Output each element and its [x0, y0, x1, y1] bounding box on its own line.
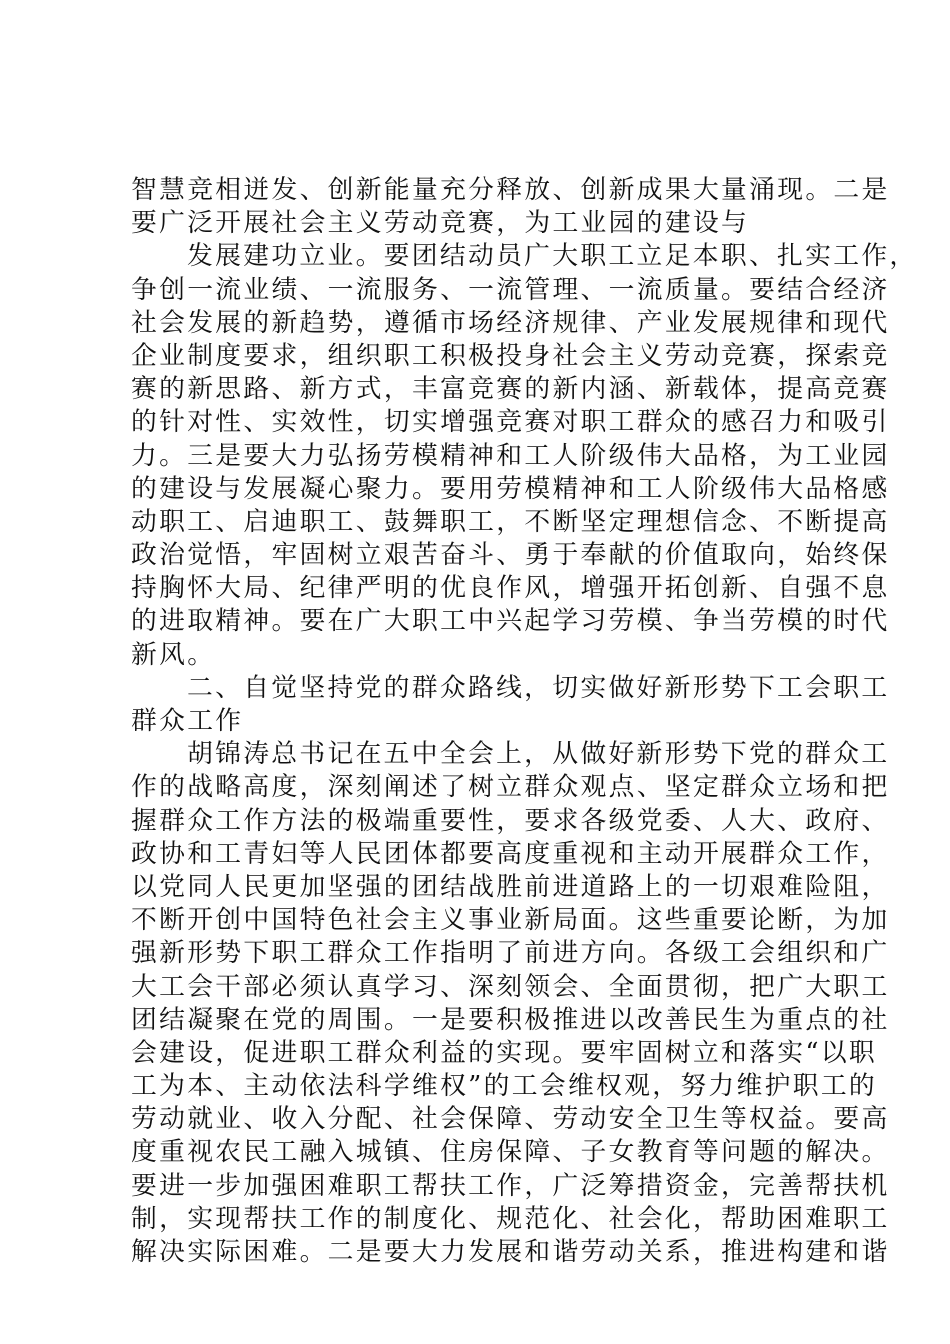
text-line: 赛的新思路、新方式，丰富竞赛的新内涵、新载体，提高竞赛: [131, 374, 890, 405]
text-line: 大工会干部必须认真学习、深刻领会、全面贯彻，把广大职工: [131, 971, 890, 1002]
text-line: 群众工作: [131, 706, 244, 736]
text-line: 持胸怀大局、纪律严明的优良作风，增强开拓创新、自强不息: [131, 573, 890, 604]
text-line: 的建设与发展凝心聚力。要用劳模精神和工人阶级伟大品格感: [131, 473, 890, 504]
body-text: [131, 174, 918, 1269]
text-line: 胡锦涛总书记在五中全会上，从做好新形势下党的群众工: [187, 739, 890, 770]
text-line: 二、自觉坚持党的群众路线，切实做好新形势下工会职工: [187, 672, 890, 703]
text-line: 会建设，促进职工群众利益的实现。要牢固树立和落实“以职: [131, 1037, 878, 1068]
text-line: 要进一步加强困难职工帮扶工作，广泛筹措资金，完善帮扶机: [131, 1170, 890, 1201]
text-line: 的针对性、实效性，切实增强竞赛对职工群众的感召力和吸引: [131, 407, 890, 438]
text-line: 握群众工作方法的极端重要性，要求各级党委、人大、政府、: [131, 805, 890, 836]
text-line: 劳动就业、收入分配、社会保障、劳动安全卫生等权益。要高: [131, 1104, 890, 1135]
text-line: 作的战略高度，深刻阐述了树立群众观点、坚定群众立场和把: [131, 772, 890, 803]
text-line: 政治觉悟，牢固树立艰苦奋斗、勇于奉献的价值取向，始终保: [131, 540, 890, 571]
text-line: 新风。: [131, 639, 216, 670]
text-line: 以党同人民更加坚强的团结战胜前进道路上的一切艰难险阻，: [131, 871, 890, 902]
text-line: 智慧竞相迸发、创新能量充分释放、创新成果大量涌现。二是: [131, 175, 890, 205]
text-line: 强新形势下职工群众工作指明了前进方向。各级工会组织和广: [131, 938, 890, 969]
text-line: 团结凝聚在党的周围。一是要积极推进以改善民生为重点的社: [131, 1004, 890, 1035]
text-line: 度重视农民工融入城镇、住房保障、子女教育等问题的解决。: [131, 1137, 890, 1168]
text-line: 的进取精神。要在广大职工中兴起学习劳模、争当劳模的时代: [131, 606, 890, 637]
text-line: 动职工、启迪职工、鼓舞职工，不断坚定理想信念、不断提高: [131, 506, 890, 537]
text-line: 发展建功立业。要团结动员广大职工立足本职、扎实工作，: [187, 241, 918, 272]
text-line: 企业制度要求，组织职工积极投身社会主义劳动竞赛，探索竞: [131, 340, 890, 371]
text-line: 争创一流业绩、一流服务、一流管理、一流质量。要结合经济: [131, 274, 890, 305]
text-line: 解决实际困难。二是要大力发展和谐劳动关系，推进构建和谐: [131, 1237, 890, 1267]
text-line: 力。三是要大力弘扬劳模精神和工人阶级伟大品格，为工业园: [131, 440, 890, 471]
text-line: 工为本、主动依法科学维权”的工会维权观，努力维护职工的: [131, 1071, 878, 1102]
text-line: 社会发展的新趋势，遵循市场经济规律、产业发展规律和现代: [131, 307, 890, 338]
text-line: 制，实现帮扶工作的制度化、规范化、社会化，帮助困难职工: [131, 1203, 890, 1234]
text-line: 政协和工青妇等人民团体都要高度重视和主动开展群众工作，: [131, 838, 890, 869]
text-line: 要广泛开展社会主义劳动竞赛，为工业园的建设与: [131, 208, 750, 239]
text-line: 不断开创中国特色社会主义事业新局面。这些重要论断，为加: [131, 905, 890, 936]
